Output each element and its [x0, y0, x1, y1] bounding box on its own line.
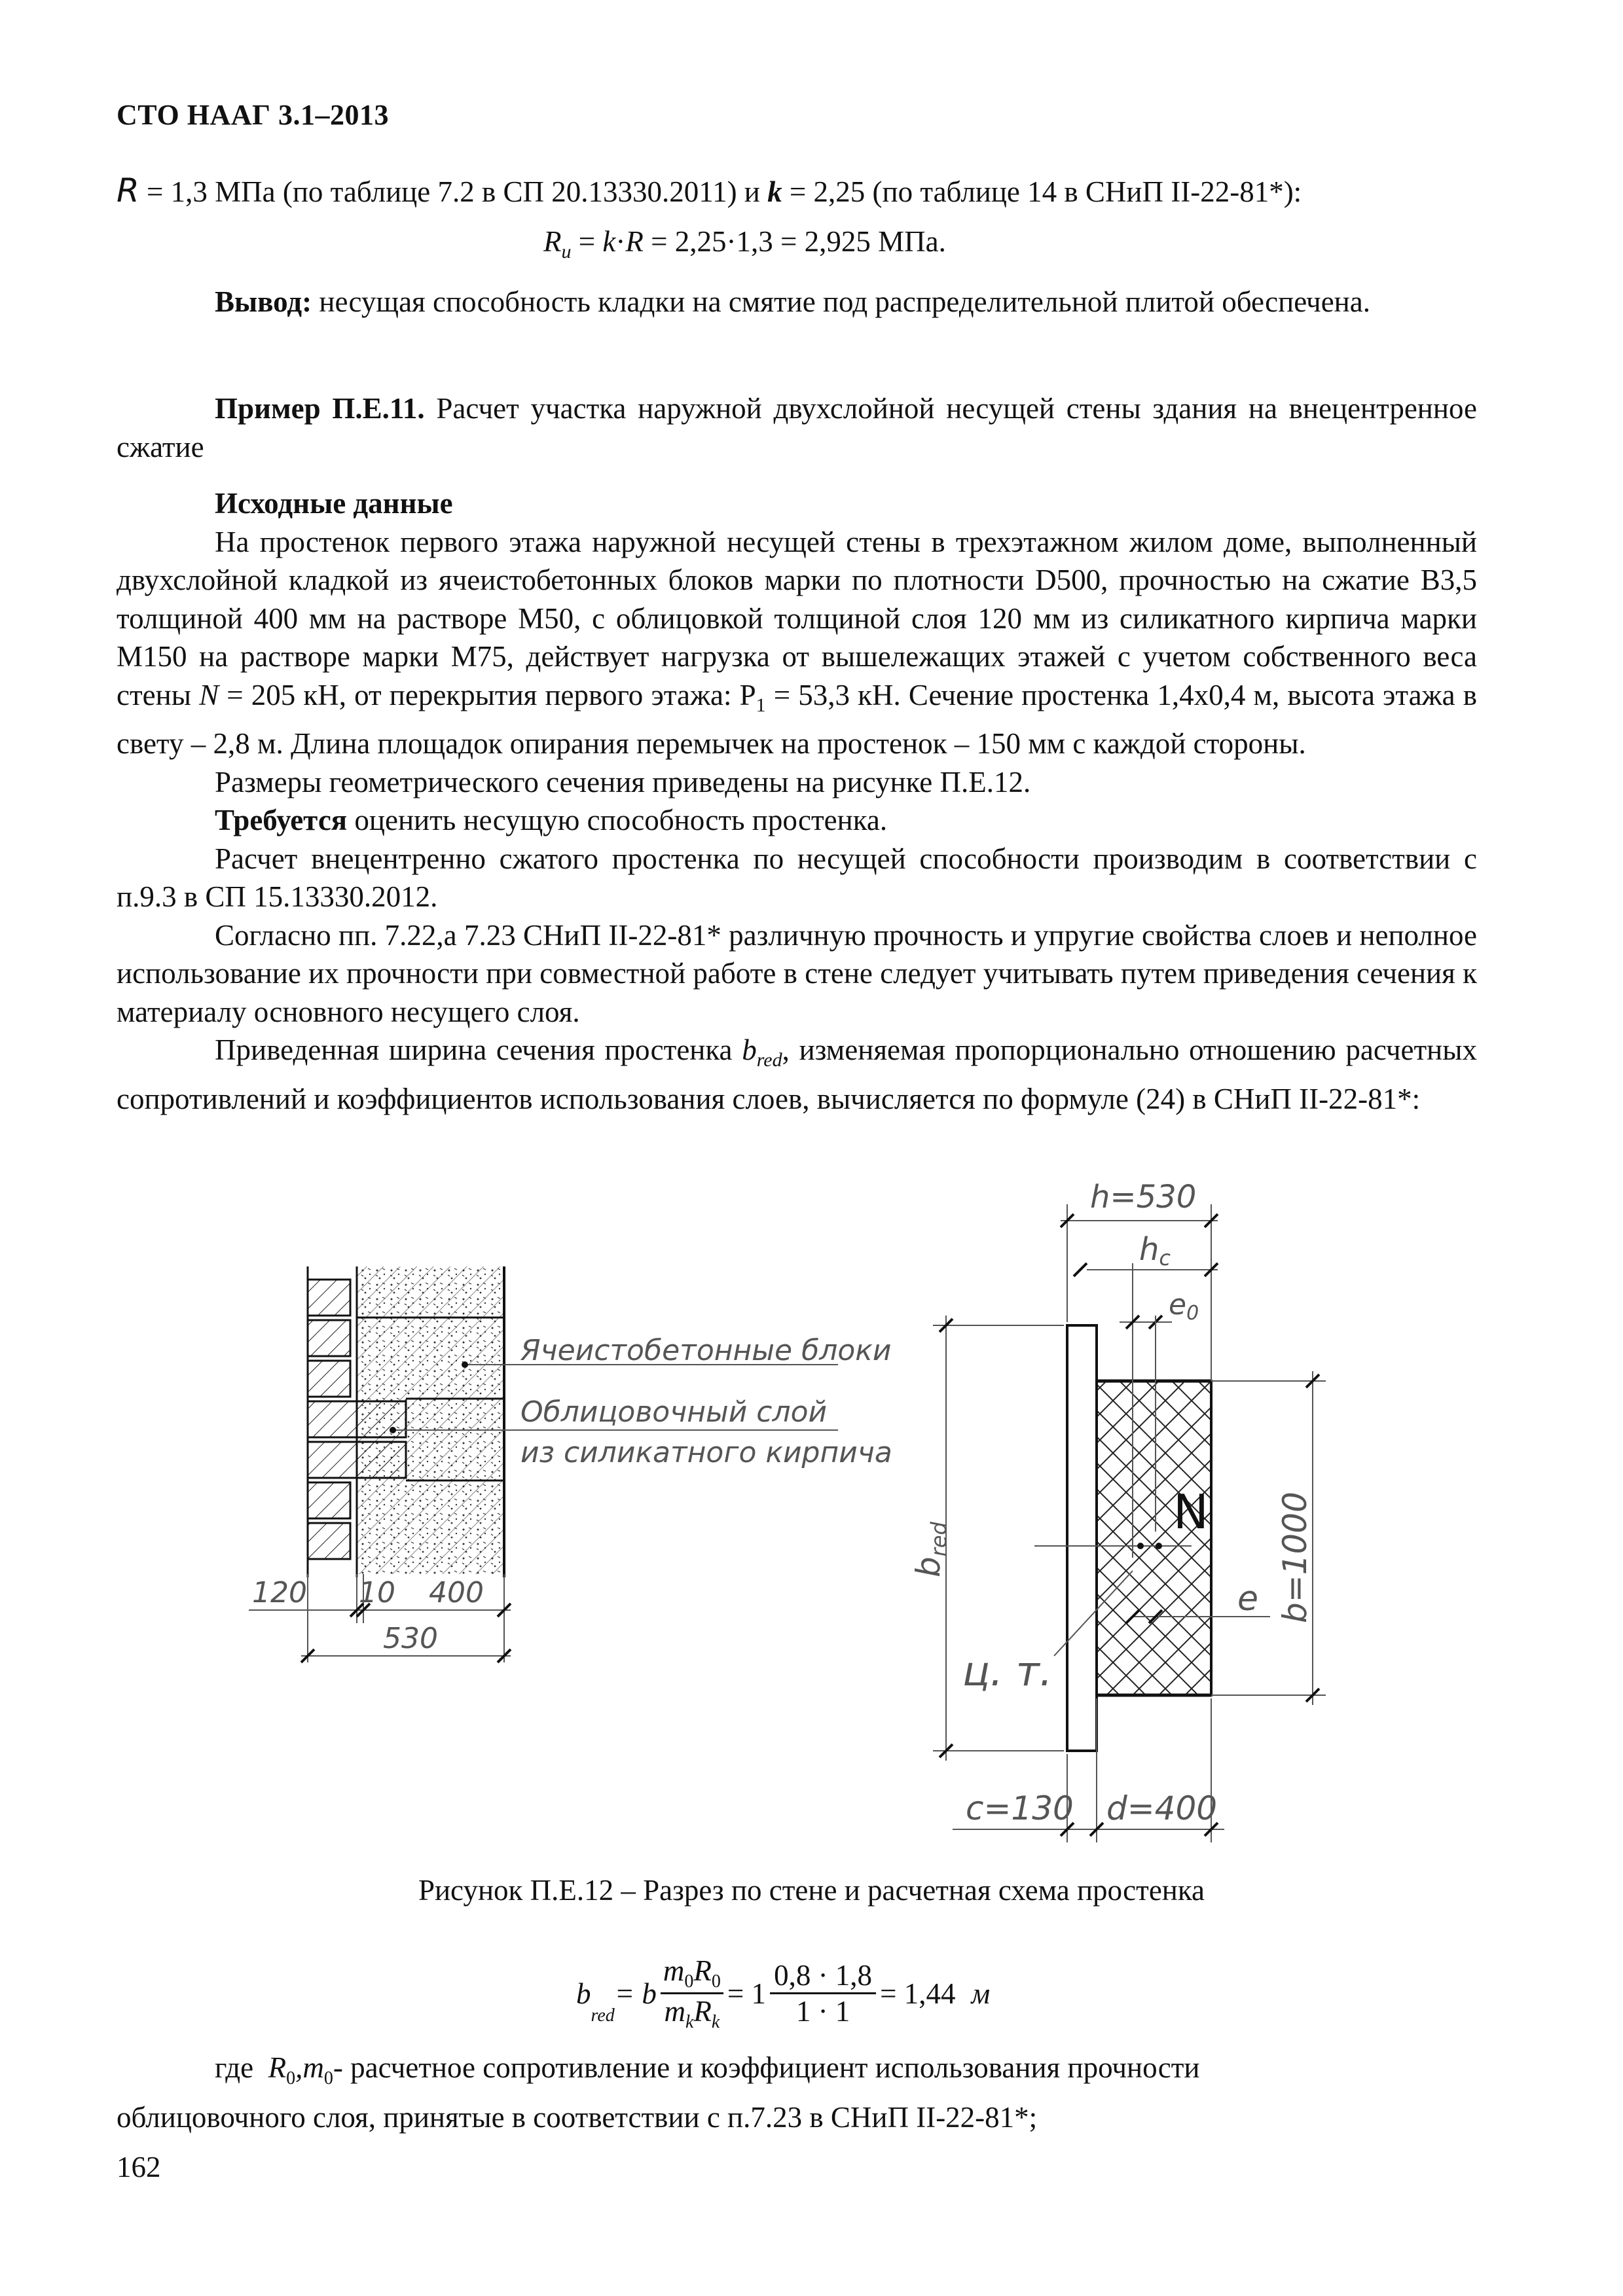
document-code-header: СТО НААГ 3.1–2013: [117, 99, 390, 131]
formula-unit: м: [971, 1977, 991, 2010]
body-paragraph-4: Расчет внецентренно сжатого простенка по несущей способности производим в соответствии с п.9.3 в СП 15.13330.2012.: [117, 842, 1477, 913]
label-aerated-blocks: Ячеистобетонные блоки: [520, 1334, 892, 1367]
dim-e0: e0: [1169, 1288, 1199, 1325]
input-data-heading: Исходные данные: [215, 487, 453, 520]
dim-h-530: h=530: [1090, 1179, 1197, 1215]
page-number: 162: [117, 2151, 161, 2183]
main-body: [117, 484, 1477, 1118]
fraction-1-num: $m_0R_0$: [661, 1954, 723, 1994]
ru-subscript: u: [561, 241, 572, 262]
dim-400: 400: [429, 1576, 484, 1609]
force-n-label: N: [1173, 1484, 1209, 1539]
dim-b-red: $b_{red}$: [909, 1522, 951, 1577]
body-paragraph-6: [117, 1031, 1477, 1118]
r-symbol: R: [117, 171, 139, 209]
formula-b-red: [576, 1954, 990, 2033]
ru-k: k: [602, 225, 616, 258]
ru-formula-line: [543, 223, 1133, 271]
p1-n-symbol: N: [199, 678, 219, 711]
dim-120: 120: [252, 1576, 307, 1609]
where-text-1: расчетное сопротивление и коэффициент использования прочности: [342, 2051, 1200, 2084]
p6-subscript: red: [756, 1049, 782, 1071]
example-label: Пример П.Е.11.: [215, 392, 425, 425]
ru-symbol: R: [543, 225, 562, 258]
ecc-e-label: e: [1237, 1579, 1258, 1619]
ru-r: R: [625, 225, 644, 258]
where-line-1: [117, 2049, 1477, 2098]
label-facing-layer-1: Облицовочный слой: [520, 1395, 828, 1429]
where-word: где: [215, 2051, 254, 2084]
where-m0-sub: 0: [323, 2068, 333, 2089]
ru-dot: ·: [615, 225, 626, 258]
body-paragraph-5: Согласно пп. 7.22,а 7.23 СНиП II-22-81* различную прочность и упругие свойства слоев и неполное использование их прочности при совместной работе в стене следует учитывать путем приведения сечения к материалу основного несущего слоя.: [117, 918, 1477, 1028]
p3-text: оценить несущую способность простенка.: [347, 804, 888, 836]
where-r0-sub: 0: [286, 2068, 296, 2089]
fraction-2-num: 0,8 · 1,8: [770, 1958, 876, 1994]
where-line-2: облицовочного слоя, принятые в соответствии с п.7.23 в СНиП II-22-81*;: [117, 2100, 1038, 2134]
body-paragraph-3: [117, 801, 1477, 840]
where-r0: R: [268, 2051, 287, 2084]
fraction-1: [661, 1954, 723, 2033]
dim-10: 10: [359, 1576, 395, 1609]
figure-caption: Рисунок П.Е.12 – Разрез по стене и расчетная схема простенка: [418, 1874, 1205, 1907]
dim-c-130: c=130: [966, 1789, 1074, 1827]
conclusion-label: Вывод:: [215, 285, 312, 318]
fraction-2: [770, 1958, 876, 2028]
formula-lhs-sub: red: [591, 2005, 615, 2026]
formula-eq1: = b: [614, 1977, 657, 2010]
p6-text-b: , изменяемая пропорционально отношению расчетных сопротивлений и коэффициентов использования слоев, вычисляется по формуле (24) в СНиП II-22-81*:: [117, 1033, 1477, 1115]
fraction-1-den: $m_kR_k$: [664, 1995, 720, 2032]
conclusion-paragraph: [117, 283, 1477, 321]
dim-d-400: d=400: [1106, 1789, 1218, 1827]
k-line-text: = 2,25 (по таблице 14 в СНиП II-22-81*):: [782, 175, 1302, 208]
p6-text-a: Приведенная ширина сечения простенка: [215, 1033, 742, 1066]
p1-text-b: = 205 кН, от перекрытия первого этажа: Р: [219, 678, 756, 711]
centroid-label: ц. т.: [962, 1647, 1053, 1695]
formula-lhs: b: [576, 1977, 591, 2010]
body-paragraph-1: [117, 523, 1477, 763]
example-text: Расчет участка наружной двухслойной несущей стены здания на внецентренное сжатие: [117, 392, 1477, 463]
r-value-line: [117, 171, 1491, 211]
calculation-scheme: [909, 1179, 1326, 1842]
facing-layer-rect: [1067, 1325, 1097, 1751]
example-paragraph: [117, 389, 1477, 466]
where-dash: -: [333, 2051, 343, 2084]
ru-result: = 2,25·1,3 = 2,925 МПа.: [643, 225, 946, 258]
p1-subscript: 1: [756, 694, 766, 716]
fraction-2-den: 1 · 1: [795, 1995, 850, 2028]
p1-text-c: = 53,3 кН. Сечение простенка 1,4х0,4 м, высота этажа в свету – 2,8 м. Длина площадок опирания перемычек на простенок – 150 мм с каждой стороны.: [117, 678, 1477, 760]
dim-530: 530: [383, 1622, 438, 1655]
formula-eq3: = 1,44: [880, 1977, 956, 2010]
dim-hc: hc: [1139, 1231, 1171, 1270]
body-paragraph-2: Размеры геометрического сечения приведены на рисунке П.Е.12.: [215, 765, 1031, 798]
formula-eq2: = 1: [727, 1977, 767, 2010]
figure-wall-section: [0, 1165, 1623, 1852]
p3-label: Требуется: [215, 804, 348, 836]
conclusion-text: несущая способность кладки на смятие под распределительной плитой обеспечена.: [312, 285, 1370, 318]
r-line-text: = 1,3 МПа (по таблице 7.2 в СП 20.13330.2011) и: [139, 175, 768, 208]
wall-section-drawing: [249, 1266, 892, 1662]
where-m0: ,m: [295, 2051, 324, 2084]
k-symbol: k: [767, 175, 782, 208]
ru-eq: =: [571, 225, 603, 258]
dim-b-1000: b=1000: [1276, 1492, 1314, 1623]
p6-b-symbol: b: [742, 1033, 757, 1066]
p1-text-a: На простенок первого этажа наружной несущей стены в трехэтажном жилом доме, выполненный двухслойной кладкой из ячеистобетонных блоков марки по плотности D500, прочностью на сжатие В3,5 толщиной 400 мм на растворе М50, с облицовкой толщиной слоя 120 мм из силикатного кирпича марки М150 на растворе марки М75, действует нагрузка от вышележащих этажей с учетом собственного веса стены: [117, 525, 1477, 711]
where-clause: [117, 2049, 1477, 2136]
label-facing-layer-2: из силикатного кирпича: [520, 1436, 892, 1469]
